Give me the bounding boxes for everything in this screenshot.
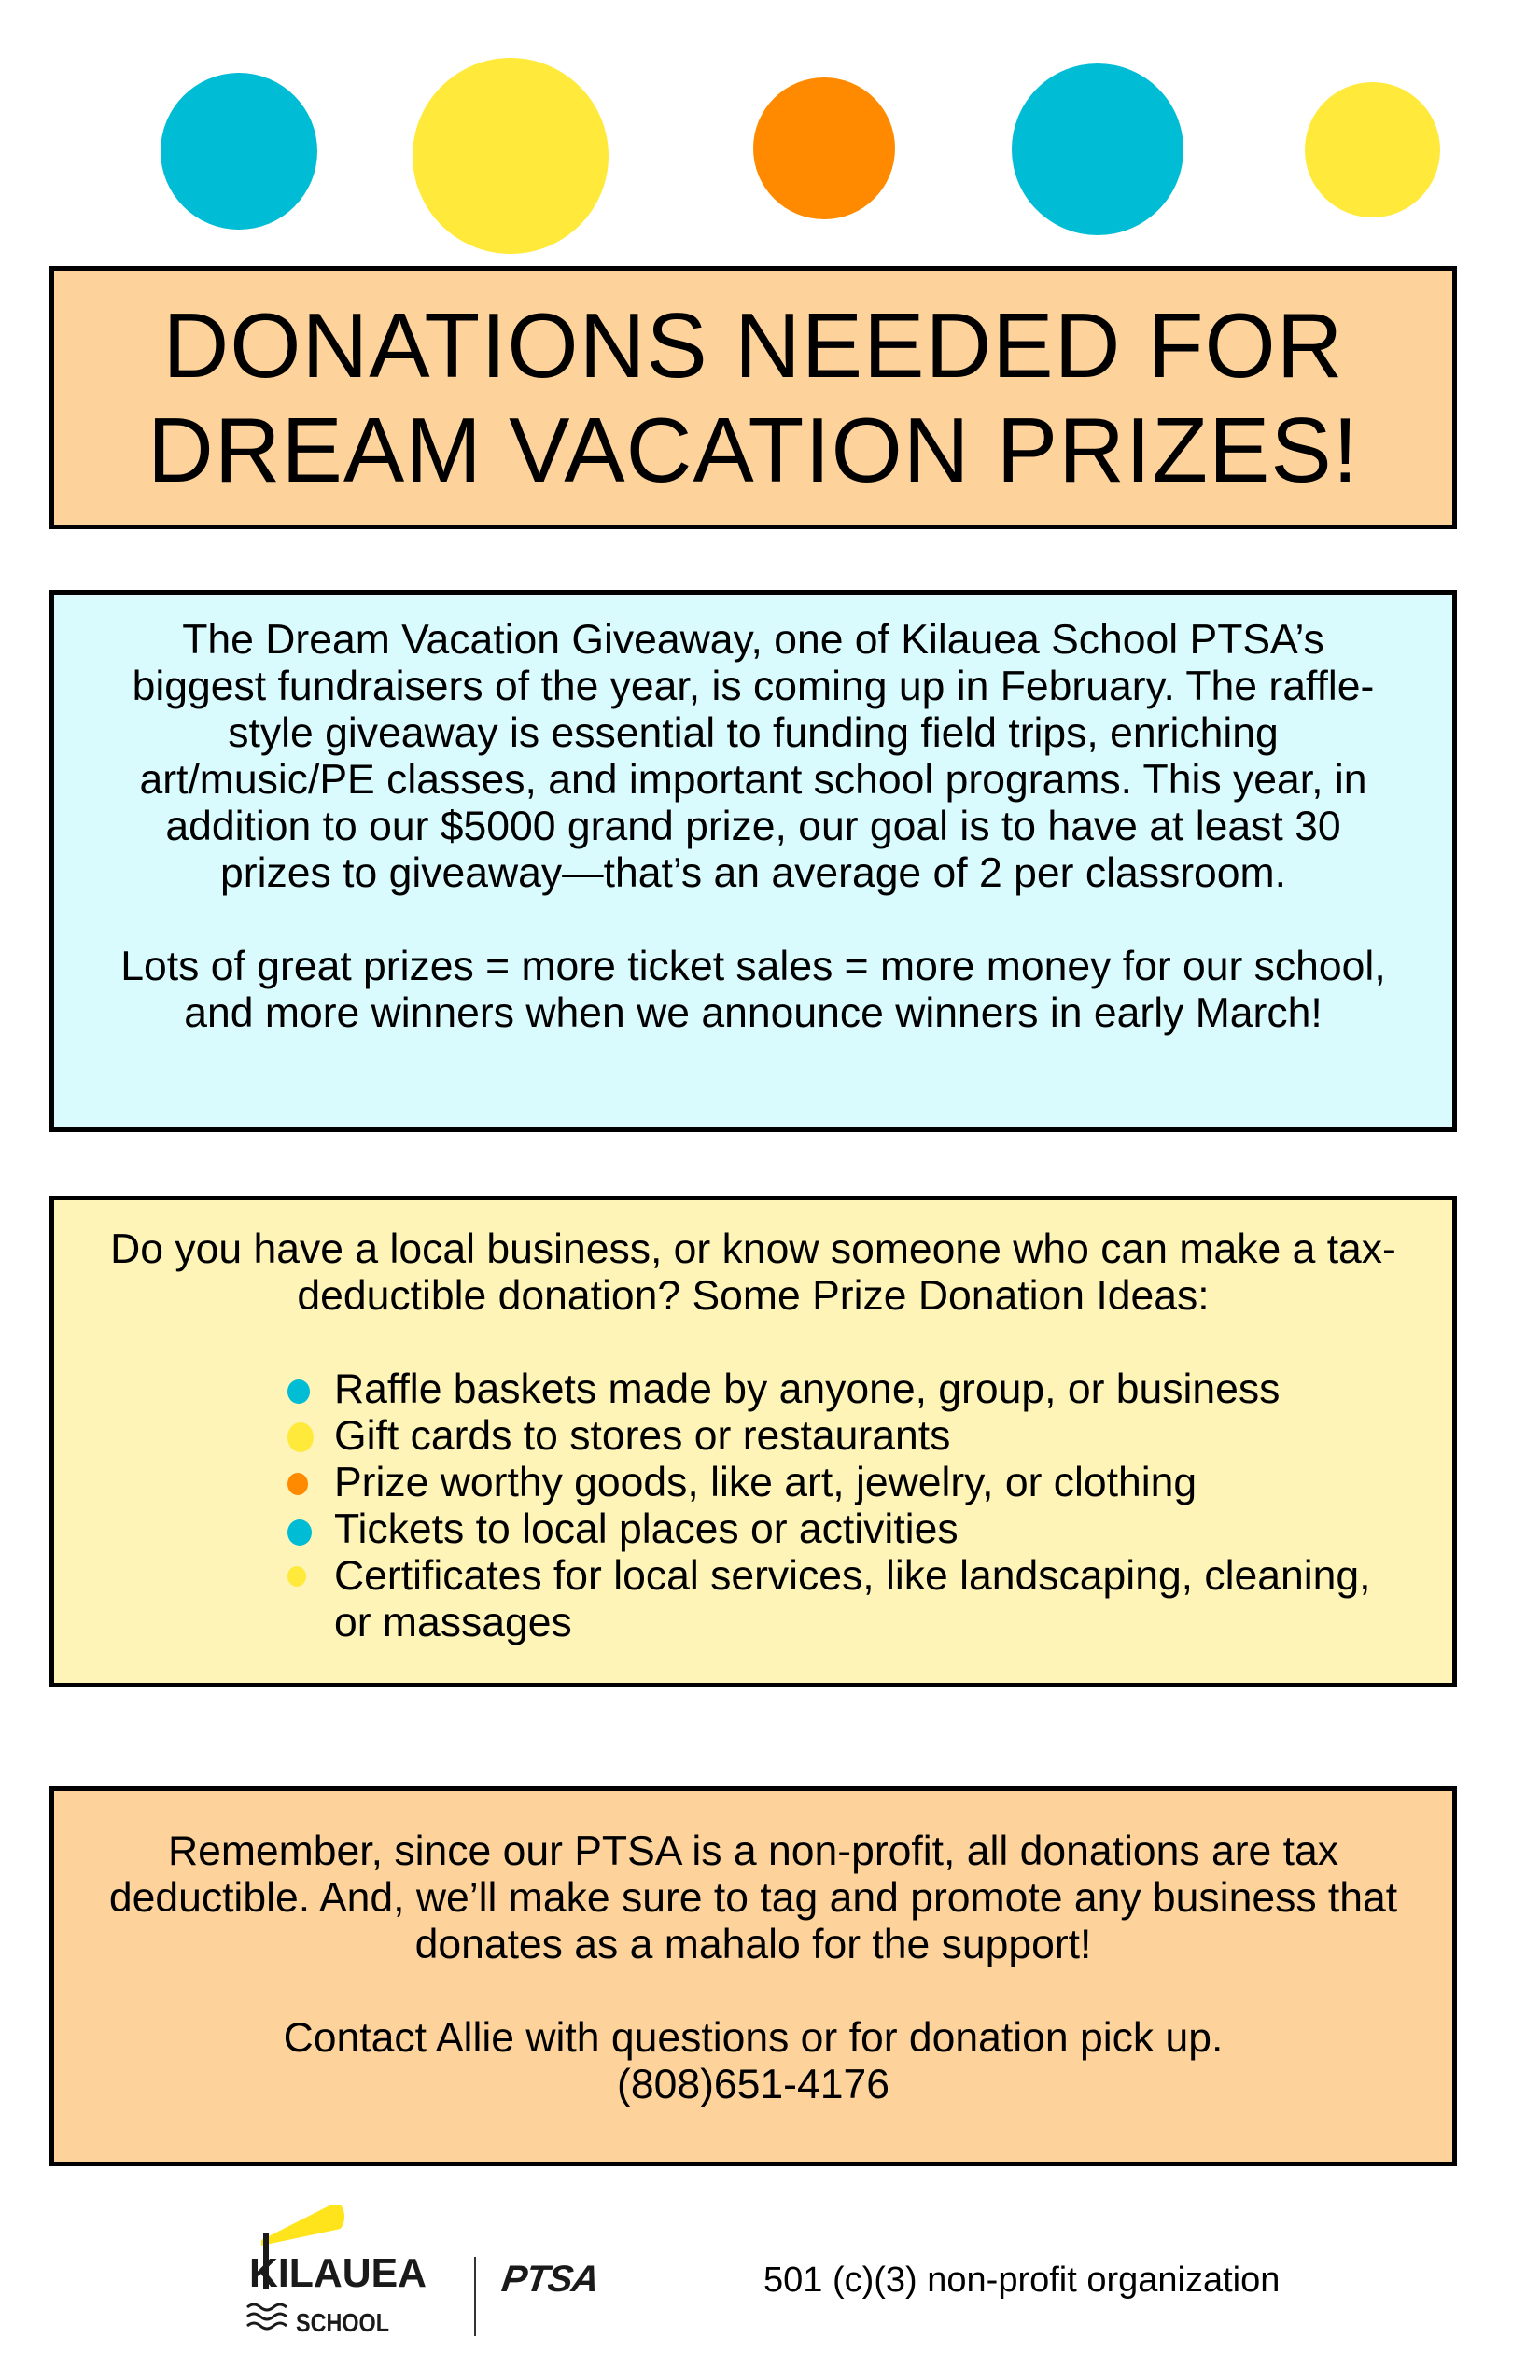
list-item	[287, 1506, 1406, 1553]
headline-line-1: DONATIONS NEEDED FOR	[162, 294, 1344, 397]
intro-paragraph: The Dream Vacation Giveaway, one of Kilauea School PTSA’s biggest fundraisers of the year, is coming up in February. The raffle-style giveaway is essential to funding field trips, enriching art/music/PE classes, and important school programs. This year, in addition to our $5000 grand prize, our goal is to have at least 30 prizes to giveaway—that’s an average of 2 per classroom.	[132, 617, 1375, 896]
logo-text-kilauea: KILAUEA	[249, 2250, 427, 2296]
ideas-lead: Do you have a local business, or know someone who can make a tax-deductible donation? Some Prize Donation Ideas:	[110, 1226, 1396, 1319]
decorative-circle-orange	[753, 77, 895, 219]
bullet-icon	[287, 1473, 308, 1495]
ideas-list	[101, 1366, 1406, 1646]
bullet-icon	[287, 1566, 306, 1587]
logo-divider	[474, 2257, 476, 2336]
list-item	[287, 1553, 1406, 1646]
list-item	[287, 1366, 1406, 1413]
list-item-text: Prize worthy goods, like art, jewelry, or clothing	[334, 1460, 1197, 1505]
intro-paragraph: Lots of great prizes = more ticket sales = more money for our school, and more winners when we announce winners in early March!	[120, 944, 1386, 1036]
logo-text-school: SCHOOL	[296, 2308, 389, 2337]
list-item	[287, 1460, 1406, 1506]
contact-section	[49, 1786, 1457, 2166]
bullet-icon	[287, 1422, 314, 1452]
decorative-circle-cyan	[161, 73, 317, 230]
decorative-circle-cyan	[1012, 63, 1183, 235]
list-item-text: Certificates for local services, like landscaping, cleaning, or massages	[334, 1553, 1371, 1645]
kilauea-school-logo	[238, 2193, 462, 2343]
bullet-icon	[287, 1379, 310, 1404]
headline-banner	[49, 266, 1457, 529]
list-item	[287, 1413, 1406, 1460]
contact-text: Contact Allie with questions or for donation pick up.	[283, 2015, 1224, 2061]
tax-note: Remember, since our PTSA is a non-profit, all donations are tax deductible. And, we’ll make sure to tag and promote any business that donates as a mahalo for the support!	[108, 1828, 1398, 1967]
intro-section	[49, 590, 1457, 1132]
contact-phone: (808)651-4176	[617, 2062, 889, 2107]
list-item-text: Gift cards to stores or restaurants	[334, 1413, 951, 1459]
nonprofit-status: 501 (c)(3) non-profit organization	[763, 2261, 1281, 2300]
headline-line-2: DREAM VACATION PRIZES!	[147, 399, 1359, 501]
decorative-circle-yellow	[1305, 82, 1440, 217]
list-item-text: Raffle baskets made by anyone, group, or business	[334, 1366, 1281, 1412]
footer	[0, 2193, 1540, 2343]
list-item-text: Tickets to local places or activities	[334, 1506, 959, 1552]
donation-ideas-section	[49, 1196, 1457, 1687]
ptsa-logo: PTSA	[498, 2259, 601, 2300]
bullet-icon	[287, 1519, 312, 1546]
decorative-circle-yellow	[413, 58, 609, 254]
